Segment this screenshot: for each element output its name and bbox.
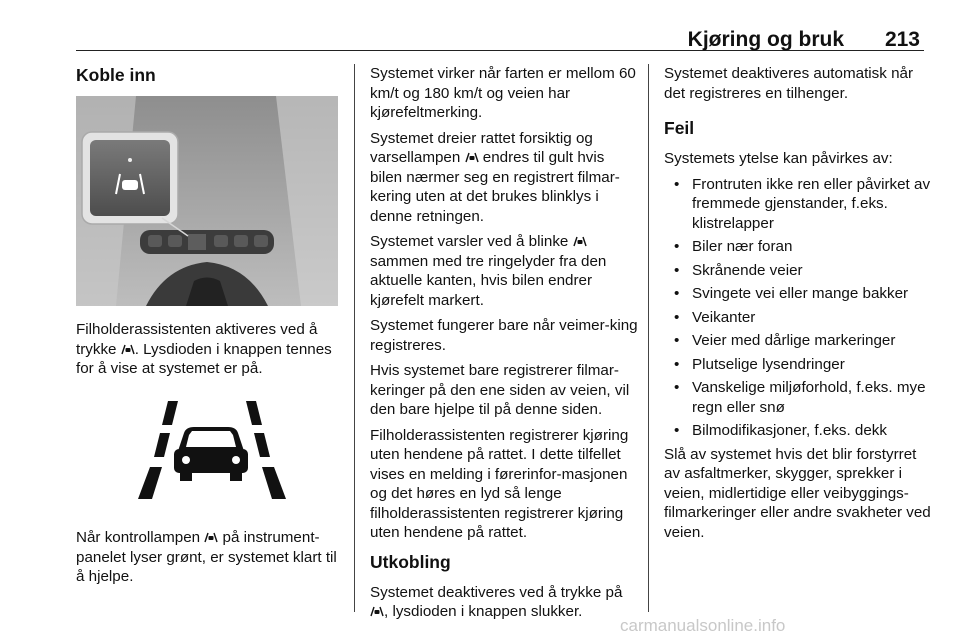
page-number: 213 (884, 28, 920, 51)
list-item: • Svingete vei eller mange bakker (664, 284, 932, 304)
column-2 (370, 64, 638, 628)
column-3 (664, 64, 932, 548)
heading-feil: Feil (664, 118, 695, 138)
paragraph-indicator: Når kontrollampen på instrument-panelet lyser grønt, er systemet klart til å hjelpe. (76, 529, 337, 585)
list-item: • Veier med dårlige markeringer (664, 331, 932, 351)
page-header (76, 24, 924, 51)
lane-keep-icon (573, 235, 587, 247)
list-item: • Vanskelige miljøforhold, f.eks. mye regn eller snø (664, 378, 932, 417)
paragraph-performance-intro: Systemets ytelse kan påvirkes av: (664, 150, 893, 167)
lane-keep-icon (465, 151, 479, 163)
list-item: • Bilmodifikasjoner, f.eks. dekk (664, 421, 932, 441)
heading-koble-inn: Koble inn (76, 65, 156, 85)
list-item: • Frontruten ikke ren eller påvirket av fremmede gjenstander, f.eks. klistrelapper (664, 175, 932, 234)
heading-utkobling: Utkobling (370, 551, 451, 572)
column-1 (76, 64, 344, 593)
lane-assist-symbol-diagram (76, 397, 338, 505)
paragraph-markings: Systemet fungerer bare når veimer-king registreres. (370, 317, 638, 354)
paragraph-deactivate: Systemet deaktiveres ved å trykke på , lysdioden i knappen slukker. (370, 583, 623, 620)
console-button-photo (76, 96, 338, 306)
factors-list (664, 175, 932, 441)
list-item: • Plutselige lysendringer (664, 355, 932, 375)
list-item: • Skrånende veier (664, 261, 932, 281)
paragraph-activate: Filholderassistenten aktiveres ved å trykke . Lysdioden i knappen tennes for å vise at systemet er på. (76, 321, 332, 377)
lane-keep-icon (204, 531, 218, 543)
list-item: • Veikanter (664, 308, 932, 328)
column-divider-2 (648, 64, 649, 612)
lane-keep-icon (121, 343, 135, 355)
list-item: • Biler nær foran (664, 237, 932, 257)
paragraph-trailer: Systemet deaktiveres automatisk når det registreres en tilhenger. (664, 65, 914, 102)
paragraph-turn-off: Slå av systemet hvis det blir forstyrret av asfaltmerker, skygger, sprekker i veien, midlertidige eller veibyggings-filmarkeringer eller andre svakheter ved veien. (664, 445, 931, 541)
lane-keep-icon (370, 605, 384, 617)
paragraph-one-side: Hvis systemet bare registrerer filmar-keringer på den ene siden av veien, vil den bare hjelpe til på denne siden. (370, 362, 630, 418)
section-title: Kjøring og bruk (687, 28, 844, 51)
paragraph-hands-off: Filholderassistenten registrerer kjøring uten hendene på rattet. I dette tilfellet vises en melding i førerinfor-masjonen og det høres en lyd så lenge filholderassistenten registrerer kjøring uten hendene på rattet. (370, 426, 629, 541)
column-divider-1 (354, 64, 355, 612)
paragraph-speed: Systemet virker når farten er mellom 60 km/t og 180 km/t og veien har kjørefeltmerking. (370, 65, 636, 121)
paragraph-warning: Systemet varsler ved å blinke sammen med tre ringelyder fra den aktuelle kanten, hvis bilen endrer kjørefelt markert. (370, 233, 607, 309)
paragraph-steering: Systemet dreier rattet forsiktig og varsellampen endres til gult hvis bilen nærmer seg en registrert filmar-kering uten at det brukes blinklys i denne retningen. (370, 129, 620, 225)
watermark: carmanualsonline.info (620, 616, 786, 635)
